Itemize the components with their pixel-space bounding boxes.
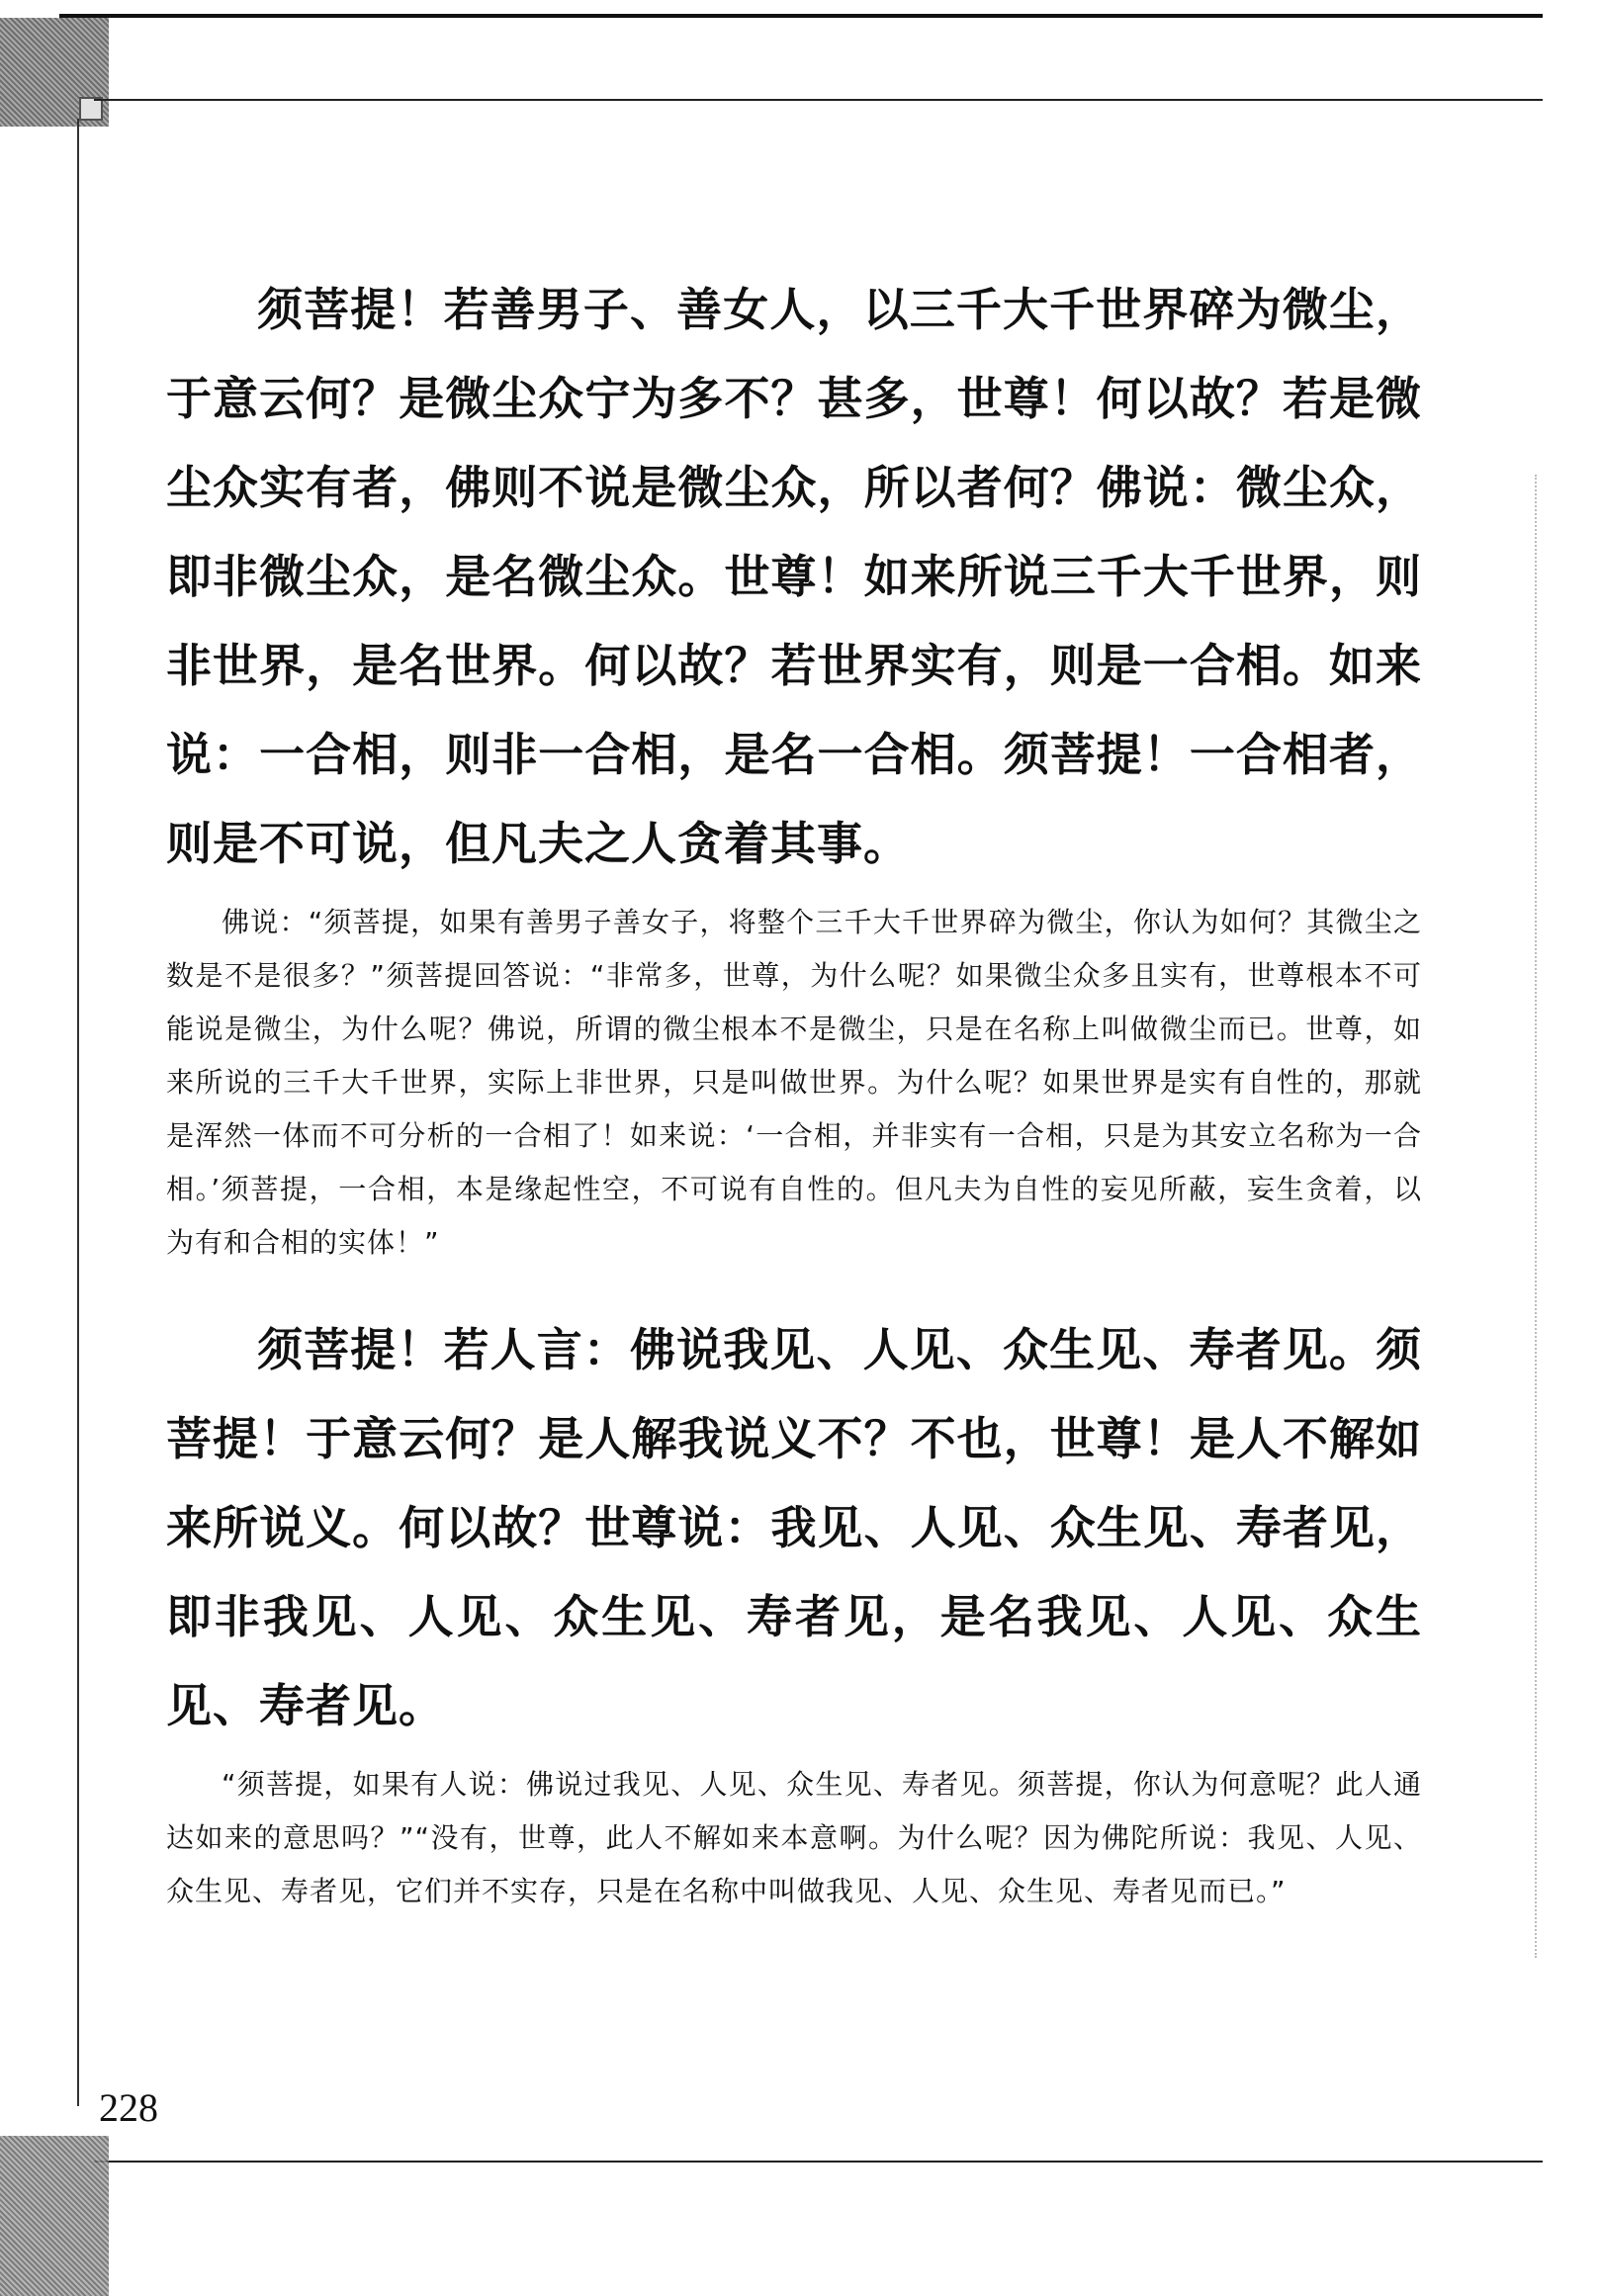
header-rule-thin [94,99,1543,101]
page-content [166,265,1422,1954]
footer-rule [94,2161,1543,2163]
left-margin-line [77,119,79,2106]
commentary-paragraph-2: “须菩提，如果有人说：佛说过我见、人见、众生见、寿者见。须菩提，你认为何意呢？此人通达如来的意思吗？”“没有，世尊，此人不解如来本意啊。为什么呢？因为佛陀所说：我见、人见、众生见、寿者见，它们并不实存，只是在名称中叫做我见、人见、众生见、寿者见而已。” [166,1768,1422,1907]
commentary-paragraph-1: 佛说：“须菩提，如果有善男子善女子，将整个三千大千世界碎为微尘，你认为如何？其微尘之数是不是很多？”须菩提回答说：“非常多，世尊，为什么呢？如果微尘众多且实有，世尊根本不可能说是微尘，为什么呢？佛说，所谓的微尘根本不是微尘，只是在名称上叫做微尘而已。世尊，如来所说的三千大千世界，实际上非世界，只是叫做世界。为什么呢？如果世界是实有自性的，那就是浑然一体而不可分析的一合相了！如来说：‘一合相，并非实有一合相，只是为其安立名称为一合相。’须菩提，一合相，本是缘起性空，不可说有自性的。但凡夫为自性的妄见所蔽，妄生贪着，以为有和合相的实体！” [166,906,1422,1259]
header-rule-thick [59,14,1543,18]
scripture-paragraph-2: 须菩提！若人言：佛说我见、人见、众生见、寿者见。须菩提！于意云何？是人解我说义不？不也，世尊！是人不解如来所说义。何以故？世尊说：我见、人见、众生见、寿者见，即非我见、人见、众生见、寿者见，是名我见、人见、众生见、寿者见。 [166,1323,1422,1732]
scripture-paragraph-1: 须菩提！若善男子、善女人，以三千大千世界碎为微尘，于意云何？是微尘众宁为多不？甚多，世尊！何以故？若是微尘众实有者，佛则不说是微尘众，所以者何？佛说：微尘众，即非微尘众，是名微尘众。世尊！如来所说三千大千世界，则非世界，是名世界。何以故？若世界实有，则是一合相。如来说：一合相，则非一合相，是名一合相。须菩提！一合相者，则是不可说，但凡夫之人贪着其事。 [166,283,1422,870]
right-margin-dots [1535,475,1539,1958]
page-number: 228 [99,2085,158,2130]
corner-decoration-bottom [0,2136,109,2296]
corner-decoration-top [0,18,109,127]
